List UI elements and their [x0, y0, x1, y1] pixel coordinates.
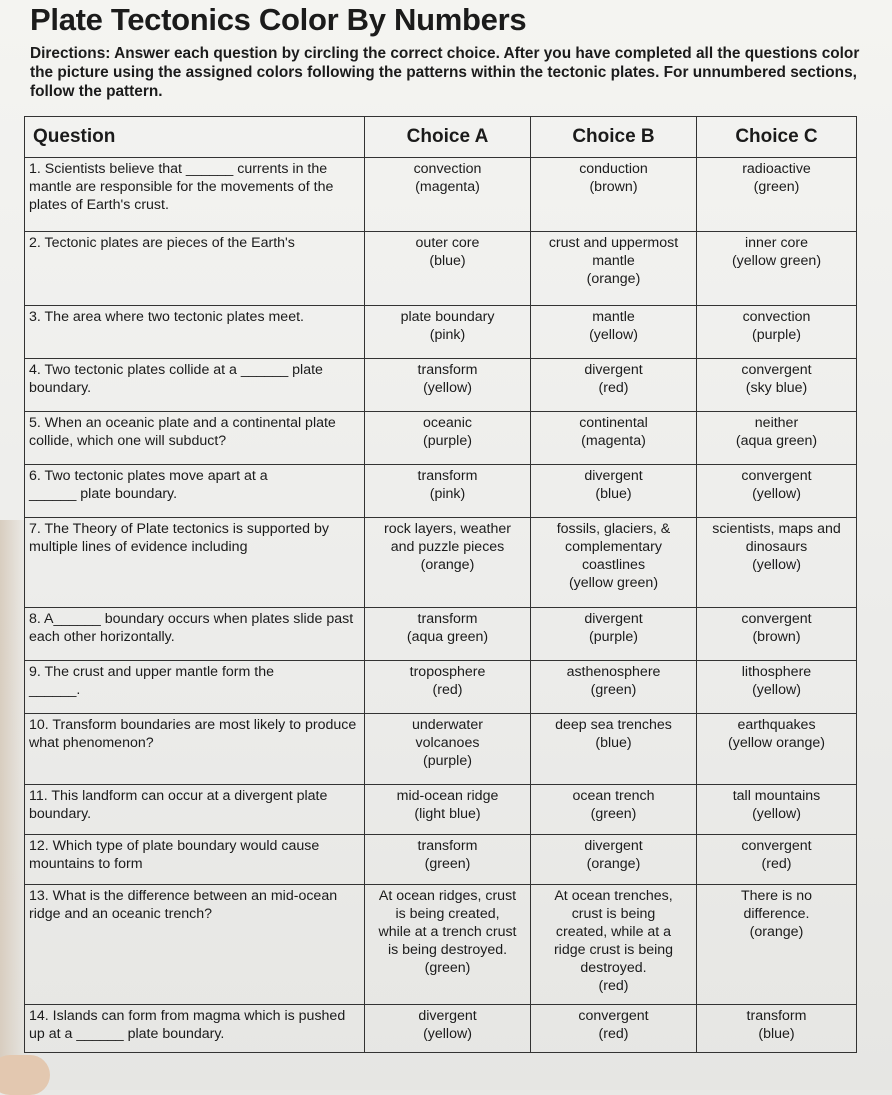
question-cell: 1. Scientists believe that ______ currents in the mantle are responsible for the movements of the plates of Earth's crust. [25, 158, 365, 232]
choice-c-cell[interactable]: scientists, maps and dinosaurs (yellow) [697, 518, 857, 608]
question-cell: 3. The area where two tectonic plates meet. [25, 306, 365, 359]
choice-c-cell[interactable]: transform (blue) [697, 1005, 857, 1053]
choice-a-cell[interactable]: mid-ocean ridge (light blue) [365, 785, 531, 835]
page-title: Plate Tectonics Color By Numbers [30, 2, 527, 37]
table-row [25, 714, 857, 785]
choice-b-cell[interactable]: conduction (brown) [531, 158, 697, 232]
question-cell: 10. Transform boundaries are most likely to produce what phenomenon? [25, 714, 365, 785]
directions-paragraph [30, 44, 875, 101]
choice-b-cell[interactable]: deep sea trenches (blue) [531, 714, 697, 785]
question-cell: 9. The crust and upper mantle form the ______. [25, 661, 365, 714]
header-choice-c: Choice C [697, 117, 857, 158]
choice-c-cell[interactable]: convergent (red) [697, 835, 857, 885]
choice-c-cell[interactable]: convergent (yellow) [697, 465, 857, 518]
choice-b-cell[interactable]: crust and uppermost mantle (orange) [531, 232, 697, 306]
question-table [24, 116, 857, 1053]
choice-c-cell[interactable]: convergent (brown) [697, 608, 857, 661]
choice-b-cell[interactable]: mantle (yellow) [531, 306, 697, 359]
choice-a-cell[interactable]: outer core (blue) [365, 232, 531, 306]
choice-b-cell[interactable]: asthenosphere (green) [531, 661, 697, 714]
choice-a-cell[interactable]: transform (pink) [365, 465, 531, 518]
choice-a-cell[interactable]: underwater volcanoes (purple) [365, 714, 531, 785]
choice-a-cell[interactable]: rock layers, weather and puzzle pieces (orange) [365, 518, 531, 608]
choice-c-cell[interactable]: tall mountains (yellow) [697, 785, 857, 835]
question-cell: 13. What is the difference between an mid-ocean ridge and an oceanic trench? [25, 885, 365, 1005]
choice-a-cell[interactable]: oceanic (purple) [365, 412, 531, 465]
choice-c-cell[interactable]: neither (aqua green) [697, 412, 857, 465]
directions-label: Directions: [30, 45, 111, 62]
table-row [25, 661, 857, 714]
choice-a-cell[interactable]: troposphere (red) [365, 661, 531, 714]
choice-c-cell[interactable]: lithosphere (yellow) [697, 661, 857, 714]
choice-b-cell[interactable]: ocean trench (green) [531, 785, 697, 835]
directions-text: Answer each question by circling the correct choice. After you have completed all the questions color the picture using the assigned colors following the patterns within the tectonic plates. For unnumbered sections, follow the pattern. [30, 45, 860, 100]
choice-a-cell[interactable]: transform (aqua green) [365, 608, 531, 661]
choice-a-cell[interactable]: divergent (yellow) [365, 1005, 531, 1053]
choice-c-cell[interactable]: inner core (yellow green) [697, 232, 857, 306]
question-cell: 8. A______ boundary occurs when plates slide past each other horizontally. [25, 608, 365, 661]
choice-a-cell[interactable]: convection (magenta) [365, 158, 531, 232]
choice-c-cell[interactable]: earthquakes (yellow orange) [697, 714, 857, 785]
choice-b-cell[interactable]: divergent (red) [531, 359, 697, 412]
table-row [25, 158, 857, 232]
choice-c-cell[interactable]: convection (purple) [697, 306, 857, 359]
table-row [25, 835, 857, 885]
choice-b-cell[interactable]: divergent (orange) [531, 835, 697, 885]
header-question: Question [25, 117, 365, 158]
table-row [25, 785, 857, 835]
choice-b-cell[interactable]: divergent (purple) [531, 608, 697, 661]
table-row [25, 465, 857, 518]
table-header-row [25, 117, 857, 158]
choice-b-cell[interactable]: convergent (red) [531, 1005, 697, 1053]
header-choice-a: Choice A [365, 117, 531, 158]
question-cell: 4. Two tectonic plates collide at a ______ plate boundary. [25, 359, 365, 412]
question-cell: 11. This landform can occur at a divergent plate boundary. [25, 785, 365, 835]
table-row [25, 1005, 857, 1053]
choice-a-cell[interactable]: transform (green) [365, 835, 531, 885]
choice-b-cell[interactable]: fossils, glaciers, & complementary coastlines (yellow green) [531, 518, 697, 608]
choice-c-cell[interactable]: There is no difference. (orange) [697, 885, 857, 1005]
choice-b-cell[interactable]: At ocean trenches, crust is being created, while at a ridge crust is being destroyed. (red) [531, 885, 697, 1005]
table-row [25, 412, 857, 465]
finger-thumb [0, 1055, 50, 1095]
table-row [25, 306, 857, 359]
question-cell: 7. The Theory of Plate tectonics is supported by multiple lines of evidence including [25, 518, 365, 608]
choice-c-cell[interactable]: convergent (sky blue) [697, 359, 857, 412]
question-cell: 2. Tectonic plates are pieces of the Earth's [25, 232, 365, 306]
choice-a-cell[interactable]: plate boundary (pink) [365, 306, 531, 359]
choice-a-cell[interactable]: transform (yellow) [365, 359, 531, 412]
header-choice-b: Choice B [531, 117, 697, 158]
question-cell: 6. Two tectonic plates move apart at a ______ plate boundary. [25, 465, 365, 518]
question-cell: 14. Islands can form from magma which is pushed up at a ______ plate boundary. [25, 1005, 365, 1053]
choice-c-cell[interactable]: radioactive (green) [697, 158, 857, 232]
choice-a-cell[interactable]: At ocean ridges, crust is being created, while at a trench crust is being destroyed. (green) [365, 885, 531, 1005]
question-cell: 5. When an oceanic plate and a continental plate collide, which one will subduct? [25, 412, 365, 465]
choice-b-cell[interactable]: continental (magenta) [531, 412, 697, 465]
table-row [25, 608, 857, 661]
choice-b-cell[interactable]: divergent (blue) [531, 465, 697, 518]
table-row [25, 232, 857, 306]
table-row [25, 518, 857, 608]
table-row [25, 885, 857, 1005]
question-cell: 12. Which type of plate boundary would cause mountains to form [25, 835, 365, 885]
table-row [25, 359, 857, 412]
